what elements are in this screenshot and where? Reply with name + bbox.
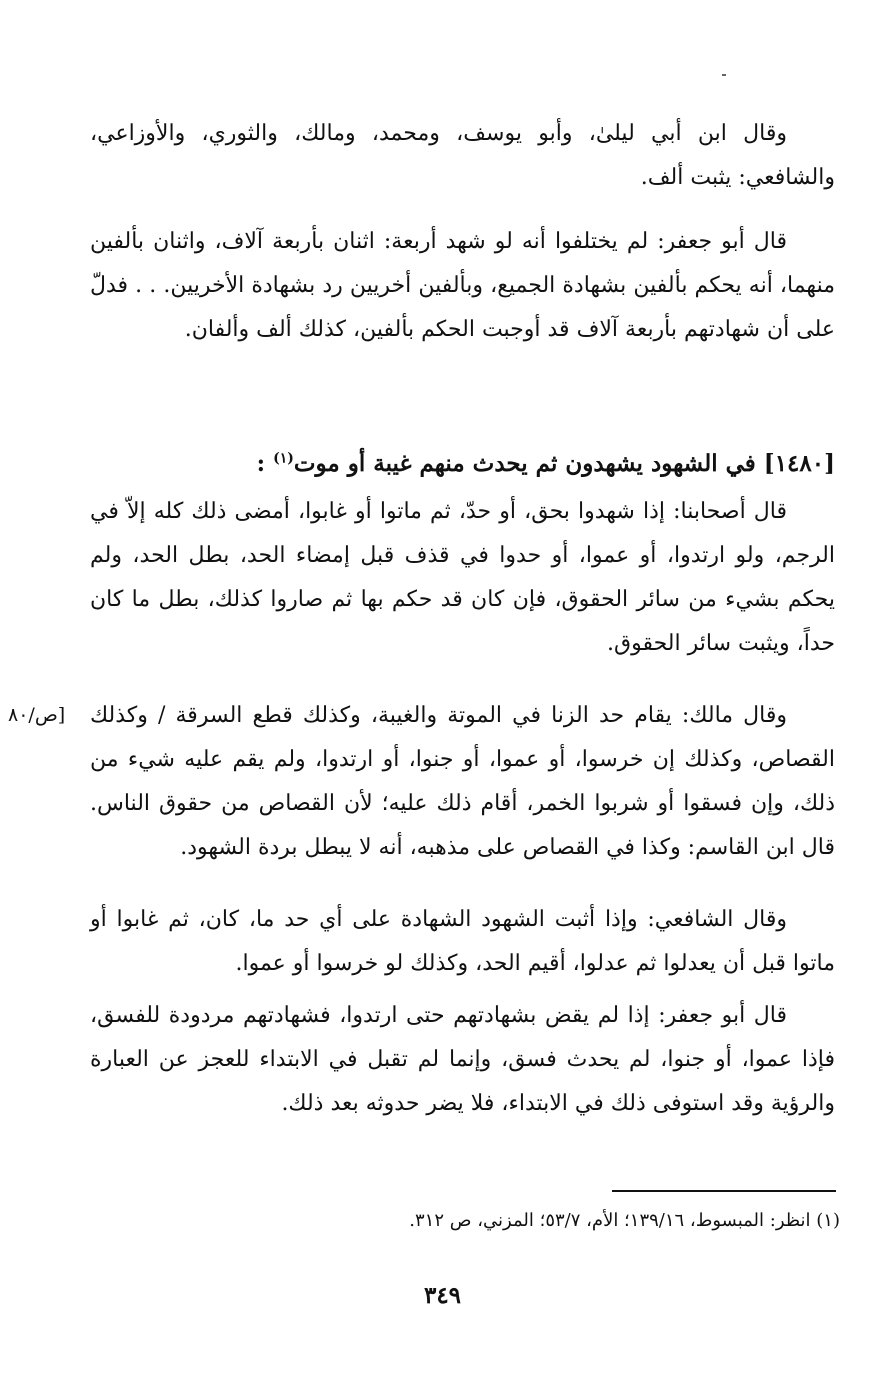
paragraph-4: وقال مالك: يقام حد الزنا في الموتة والغيبة، وكذلك قطع السرقة / وكذلك القصاص، وكذلك إن خرسوا، أو عموا، أو جنوا، أو ارتدوا، ولم يقم عليه شيء من ذلك، وإن فسقوا أو شربوا الخمر، أقام ذلك عليه؛ لأن القصاص من حقوق الناس. قال ابن القاسم: وكذا في القصاص على مذهبه، أنه لا يبطل بردة الشهود. bbox=[90, 703, 835, 860]
footnote: (١) انظر: المبسوط، ١٣٩/١٦؛ الأم، ٥٣/٧؛ المزني، ص ٣١٢. bbox=[409, 1210, 840, 1231]
paragraph-6: قال أبو جعفر: إذا لم يقض بشهادتهم حتى ارتدوا، فشهادتهم مردودة للفسق، فإذا عموا، أو جنوا، لم يحدث فسق، وإنما لم تقبل في الابتداء للعجز عن العبارة والرؤية وقد استوفى ذلك في الابتداء، فلا يضر حدوثه بعد ذلك. bbox=[90, 1003, 835, 1116]
section-title: في الشهود يشهدون ثم يحدث منهم غيبة أو موت bbox=[293, 450, 756, 477]
heading-colon: : bbox=[256, 450, 266, 477]
footnote-divider bbox=[612, 1190, 836, 1192]
section-number: [١٤٨٠] bbox=[763, 450, 835, 477]
footnote-marker: (١) bbox=[273, 450, 294, 467]
page-number: ٣٤٩ bbox=[423, 1282, 462, 1309]
section-heading bbox=[110, 444, 835, 484]
paragraph-3: قال أصحابنا: إذا شهدوا بحق، أو حدّ، ثم ماتوا أو غابوا، أمضى ذلك كله إلاّ في الرجم، ولو ارتدوا، أو عموا، أو حدوا في قذف قبل إمضاء الحد، بطل الحد، ولم يحكم بشيء من سائر الحقوق، فإن كان قد حكم بها ثم صاروا كذلك، بطل ما كان حداً، ويثبت سائر الحقوق. bbox=[90, 499, 836, 656]
margin-page-reference: [ص/٨٠ bbox=[8, 704, 66, 726]
paragraph-2: قال أبو جعفر: لم يختلفوا أنه لو شهد أربعة: اثنان بأربعة آلاف، واثنان بألفين منهما، أنه يحكم بألفين بشهادة الجميع، وبألفين أخريين رد بشهادة الأخريين. . . فدلّ على أن شهادتهم بأربعة آلاف قد أوجبت الحكم بألفين، كذلك ألف وألفان. bbox=[90, 229, 835, 342]
paragraph-5: وقال الشافعي: وإذا أثبت الشهود الشهادة على أي حد ما، كان، ثم غابوا أو ماتوا قبل أن يعدلوا ثم عدلوا، أقيم الحد، وكذلك لو خرسوا أو عموا. bbox=[90, 907, 835, 976]
scan-speck bbox=[722, 74, 726, 76]
paragraph-1: وقال ابن أبي ليلىٰ، وأبو يوسف، ومحمد، ومالك، والثوري، والأوزاعي، والشافعي: يثبت ألف. bbox=[90, 121, 835, 190]
